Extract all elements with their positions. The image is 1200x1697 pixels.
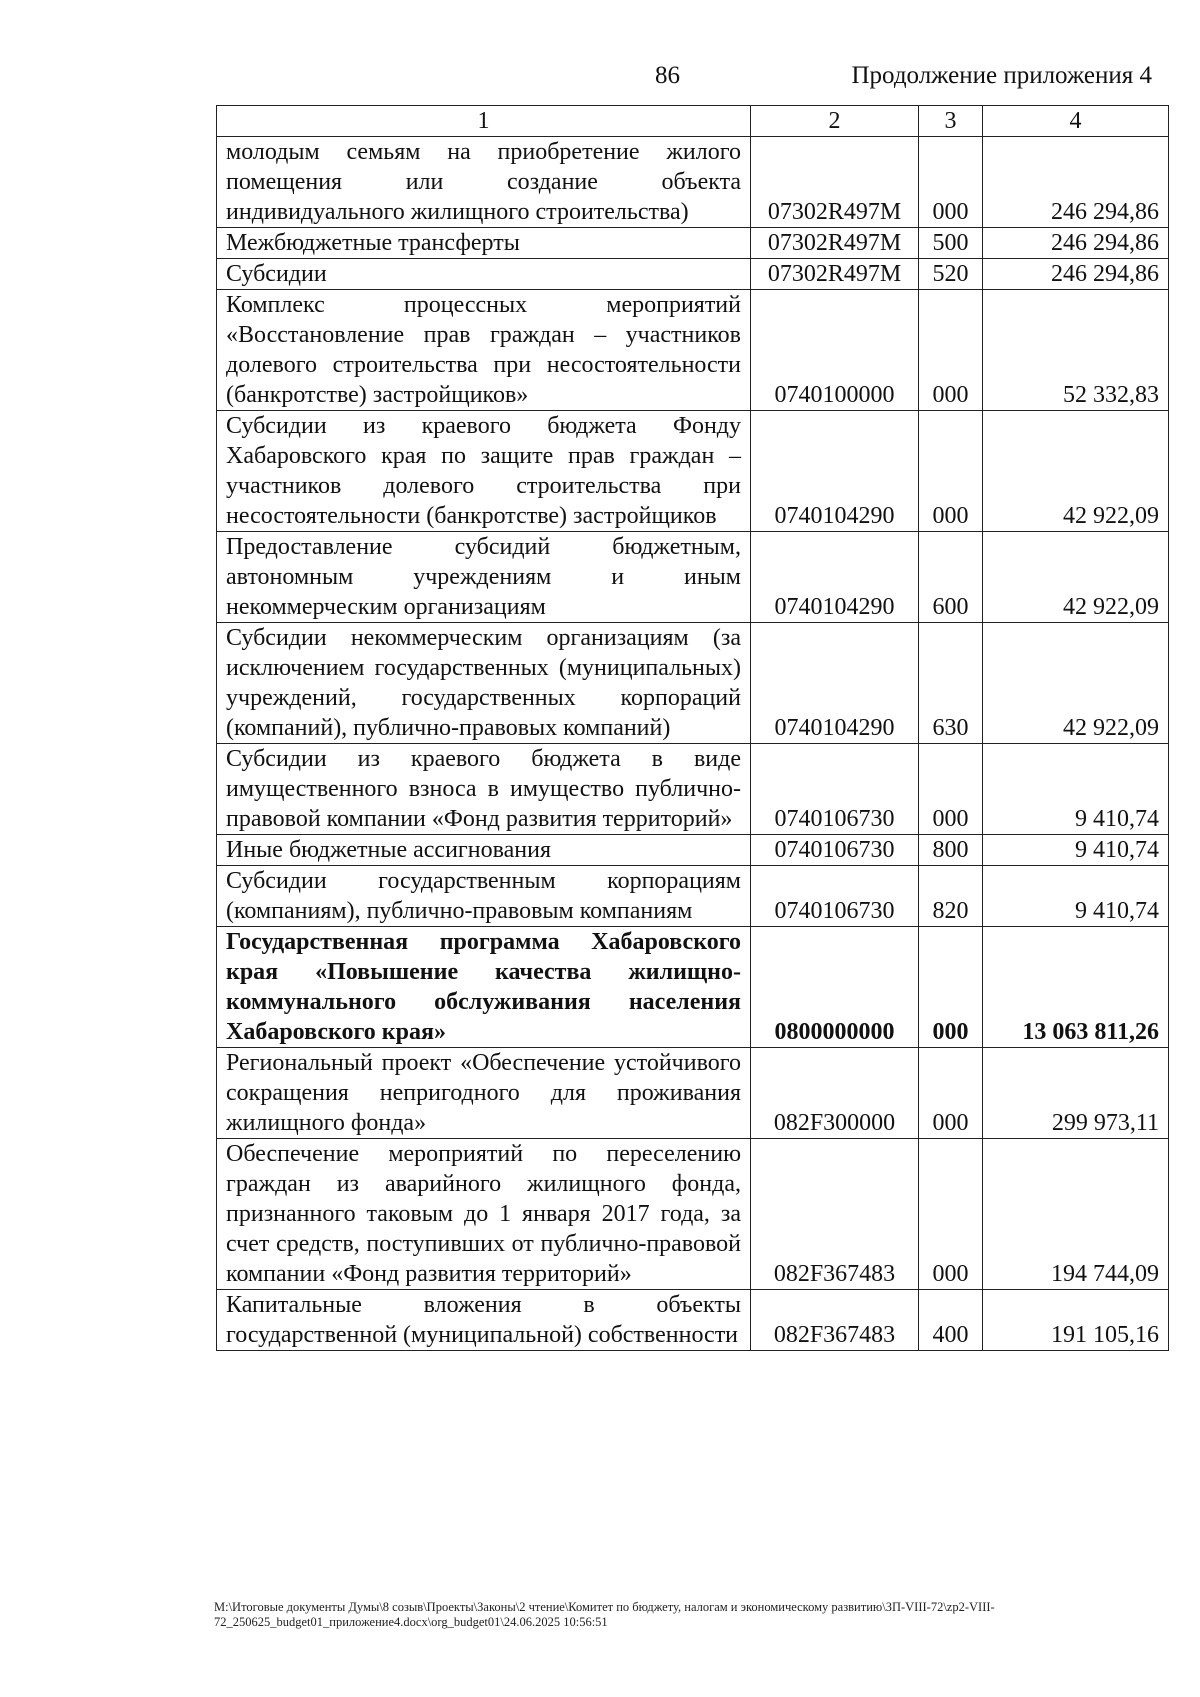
row-amount-cell: 13 063 811,26 bbox=[983, 927, 1169, 1048]
table-row bbox=[217, 927, 1169, 1048]
row-type-cell: 000 bbox=[919, 137, 983, 228]
table-row bbox=[217, 532, 1169, 623]
table-row bbox=[217, 744, 1169, 835]
page-number: 86 bbox=[655, 62, 680, 89]
row-amount-cell: 42 922,09 bbox=[983, 532, 1169, 623]
row-code-cell: 0740106730 bbox=[751, 744, 919, 835]
table-row bbox=[217, 137, 1169, 228]
row-code-cell: 0800000000 bbox=[751, 927, 919, 1048]
budget-table bbox=[216, 105, 1169, 1351]
row-type-cell: 400 bbox=[919, 1290, 983, 1351]
document-file-path: M:\Итоговые документы Думы\8 созыв\Проекты\Законы\2 чтение\Комитет по бюджету, налогам и экономическому развитию\ЗП-VIII-72\zp2-VIII-72_250625_budget01_приложение4.docx\org_budget01\24.06.2025 10:56:51 bbox=[214, 1600, 995, 1629]
row-type-cell: 000 bbox=[919, 744, 983, 835]
row-name-cell: Предоставление субсидий бюджетным, автономным учреждениям и иным некоммерческим организациям bbox=[217, 532, 751, 623]
table-row bbox=[217, 259, 1169, 290]
row-type-cell: 000 bbox=[919, 290, 983, 411]
row-amount-cell: 191 105,16 bbox=[983, 1290, 1169, 1351]
row-name-cell: Субсидии государственным корпорациям (компаниям), публично-правовым компаниям bbox=[217, 866, 751, 927]
row-code-cell: 0740100000 bbox=[751, 290, 919, 411]
row-type-cell: 000 bbox=[919, 1139, 983, 1290]
appendix-continuation-label: Продолжение приложения 4 bbox=[851, 62, 1152, 89]
row-amount-cell: 42 922,09 bbox=[983, 623, 1169, 744]
row-code-cell: 07302R497M bbox=[751, 137, 919, 228]
row-amount-cell: 9 410,74 bbox=[983, 835, 1169, 866]
row-type-cell: 800 bbox=[919, 835, 983, 866]
row-name-cell: Субсидии некоммерческим организациям (за исключением государственных (муниципальных) учреждений, государственных корпораций (компаний), публично-правовых компаний) bbox=[217, 623, 751, 744]
row-amount-cell: 9 410,74 bbox=[983, 866, 1169, 927]
row-code-cell: 082F367483 bbox=[751, 1290, 919, 1351]
table-row bbox=[217, 228, 1169, 259]
table-row bbox=[217, 1290, 1169, 1351]
row-amount-cell: 9 410,74 bbox=[983, 744, 1169, 835]
table-header-row bbox=[217, 106, 1169, 137]
row-code-cell: 0740104290 bbox=[751, 411, 919, 532]
table-row bbox=[217, 1048, 1169, 1139]
row-type-cell: 600 bbox=[919, 532, 983, 623]
row-amount-cell: 52 332,83 bbox=[983, 290, 1169, 411]
row-name-cell: Государственная программа Хабаровского края «Повышение качества жилищно-коммунального обслуживания населения Хабаровского края» bbox=[217, 927, 751, 1048]
row-code-cell: 0740106730 bbox=[751, 835, 919, 866]
row-name-cell: Обеспечение мероприятий по переселению граждан из аварийного жилищного фонда, признанного таковым до 1 января 2017 года, за счет средств, поступивших от публично-правовой компании «Фонд развития территорий» bbox=[217, 1139, 751, 1290]
row-name-cell: Межбюджетные трансферты bbox=[217, 228, 751, 259]
row-type-cell: 520 bbox=[919, 259, 983, 290]
row-amount-cell: 299 973,11 bbox=[983, 1048, 1169, 1139]
row-code-cell: 07302R497M bbox=[751, 228, 919, 259]
row-name-cell: Субсидии из краевого бюджета в виде имущественного взноса в имущество публично-правовой компании «Фонд развития территорий» bbox=[217, 744, 751, 835]
row-type-cell: 630 bbox=[919, 623, 983, 744]
row-code-cell: 0740104290 bbox=[751, 623, 919, 744]
table-row bbox=[217, 623, 1169, 744]
column-header-type: 3 bbox=[919, 106, 983, 137]
column-header-code: 2 bbox=[751, 106, 919, 137]
row-name-cell: Капитальные вложения в объекты государственной (муниципальной) собственности bbox=[217, 1290, 751, 1351]
row-name-cell: Комплекс процессных мероприятий «Восстановление прав граждан – участников долевого строительства при несостоятельности (банкротстве) застройщиков» bbox=[217, 290, 751, 411]
row-type-cell: 000 bbox=[919, 411, 983, 532]
row-amount-cell: 42 922,09 bbox=[983, 411, 1169, 532]
row-code-cell: 07302R497M bbox=[751, 259, 919, 290]
table-row bbox=[217, 1139, 1169, 1290]
row-amount-cell: 246 294,86 bbox=[983, 259, 1169, 290]
row-amount-cell: 194 744,09 bbox=[983, 1139, 1169, 1290]
row-name-cell: Иные бюджетные ассигнования bbox=[217, 835, 751, 866]
row-code-cell: 0740104290 bbox=[751, 532, 919, 623]
table-row bbox=[217, 290, 1169, 411]
row-type-cell: 000 bbox=[919, 1048, 983, 1139]
row-amount-cell: 246 294,86 bbox=[983, 228, 1169, 259]
table-row bbox=[217, 866, 1169, 927]
row-type-cell: 000 bbox=[919, 927, 983, 1048]
row-name-cell: Субсидии из краевого бюджета Фонду Хабаровского края по защите прав граждан – участников долевого строительства при несостоятельности (банкротстве) застройщиков bbox=[217, 411, 751, 532]
row-name-cell: Региональный проект «Обеспечение устойчивого сокращения непригодного для проживания жилищного фонда» bbox=[217, 1048, 751, 1139]
row-code-cell: 082F367483 bbox=[751, 1139, 919, 1290]
row-type-cell: 500 bbox=[919, 228, 983, 259]
table-row bbox=[217, 835, 1169, 866]
column-header-amount: 4 bbox=[983, 106, 1169, 137]
row-type-cell: 820 bbox=[919, 866, 983, 927]
row-name-cell: молодым семьям на приобретение жилого помещения или создание объекта индивидуального жилищного строительства) bbox=[217, 137, 751, 228]
column-header-name: 1 bbox=[217, 106, 751, 137]
row-name-cell: Субсидии bbox=[217, 259, 751, 290]
row-code-cell: 082F300000 bbox=[751, 1048, 919, 1139]
table-row bbox=[217, 411, 1169, 532]
row-code-cell: 0740106730 bbox=[751, 866, 919, 927]
row-amount-cell: 246 294,86 bbox=[983, 137, 1169, 228]
